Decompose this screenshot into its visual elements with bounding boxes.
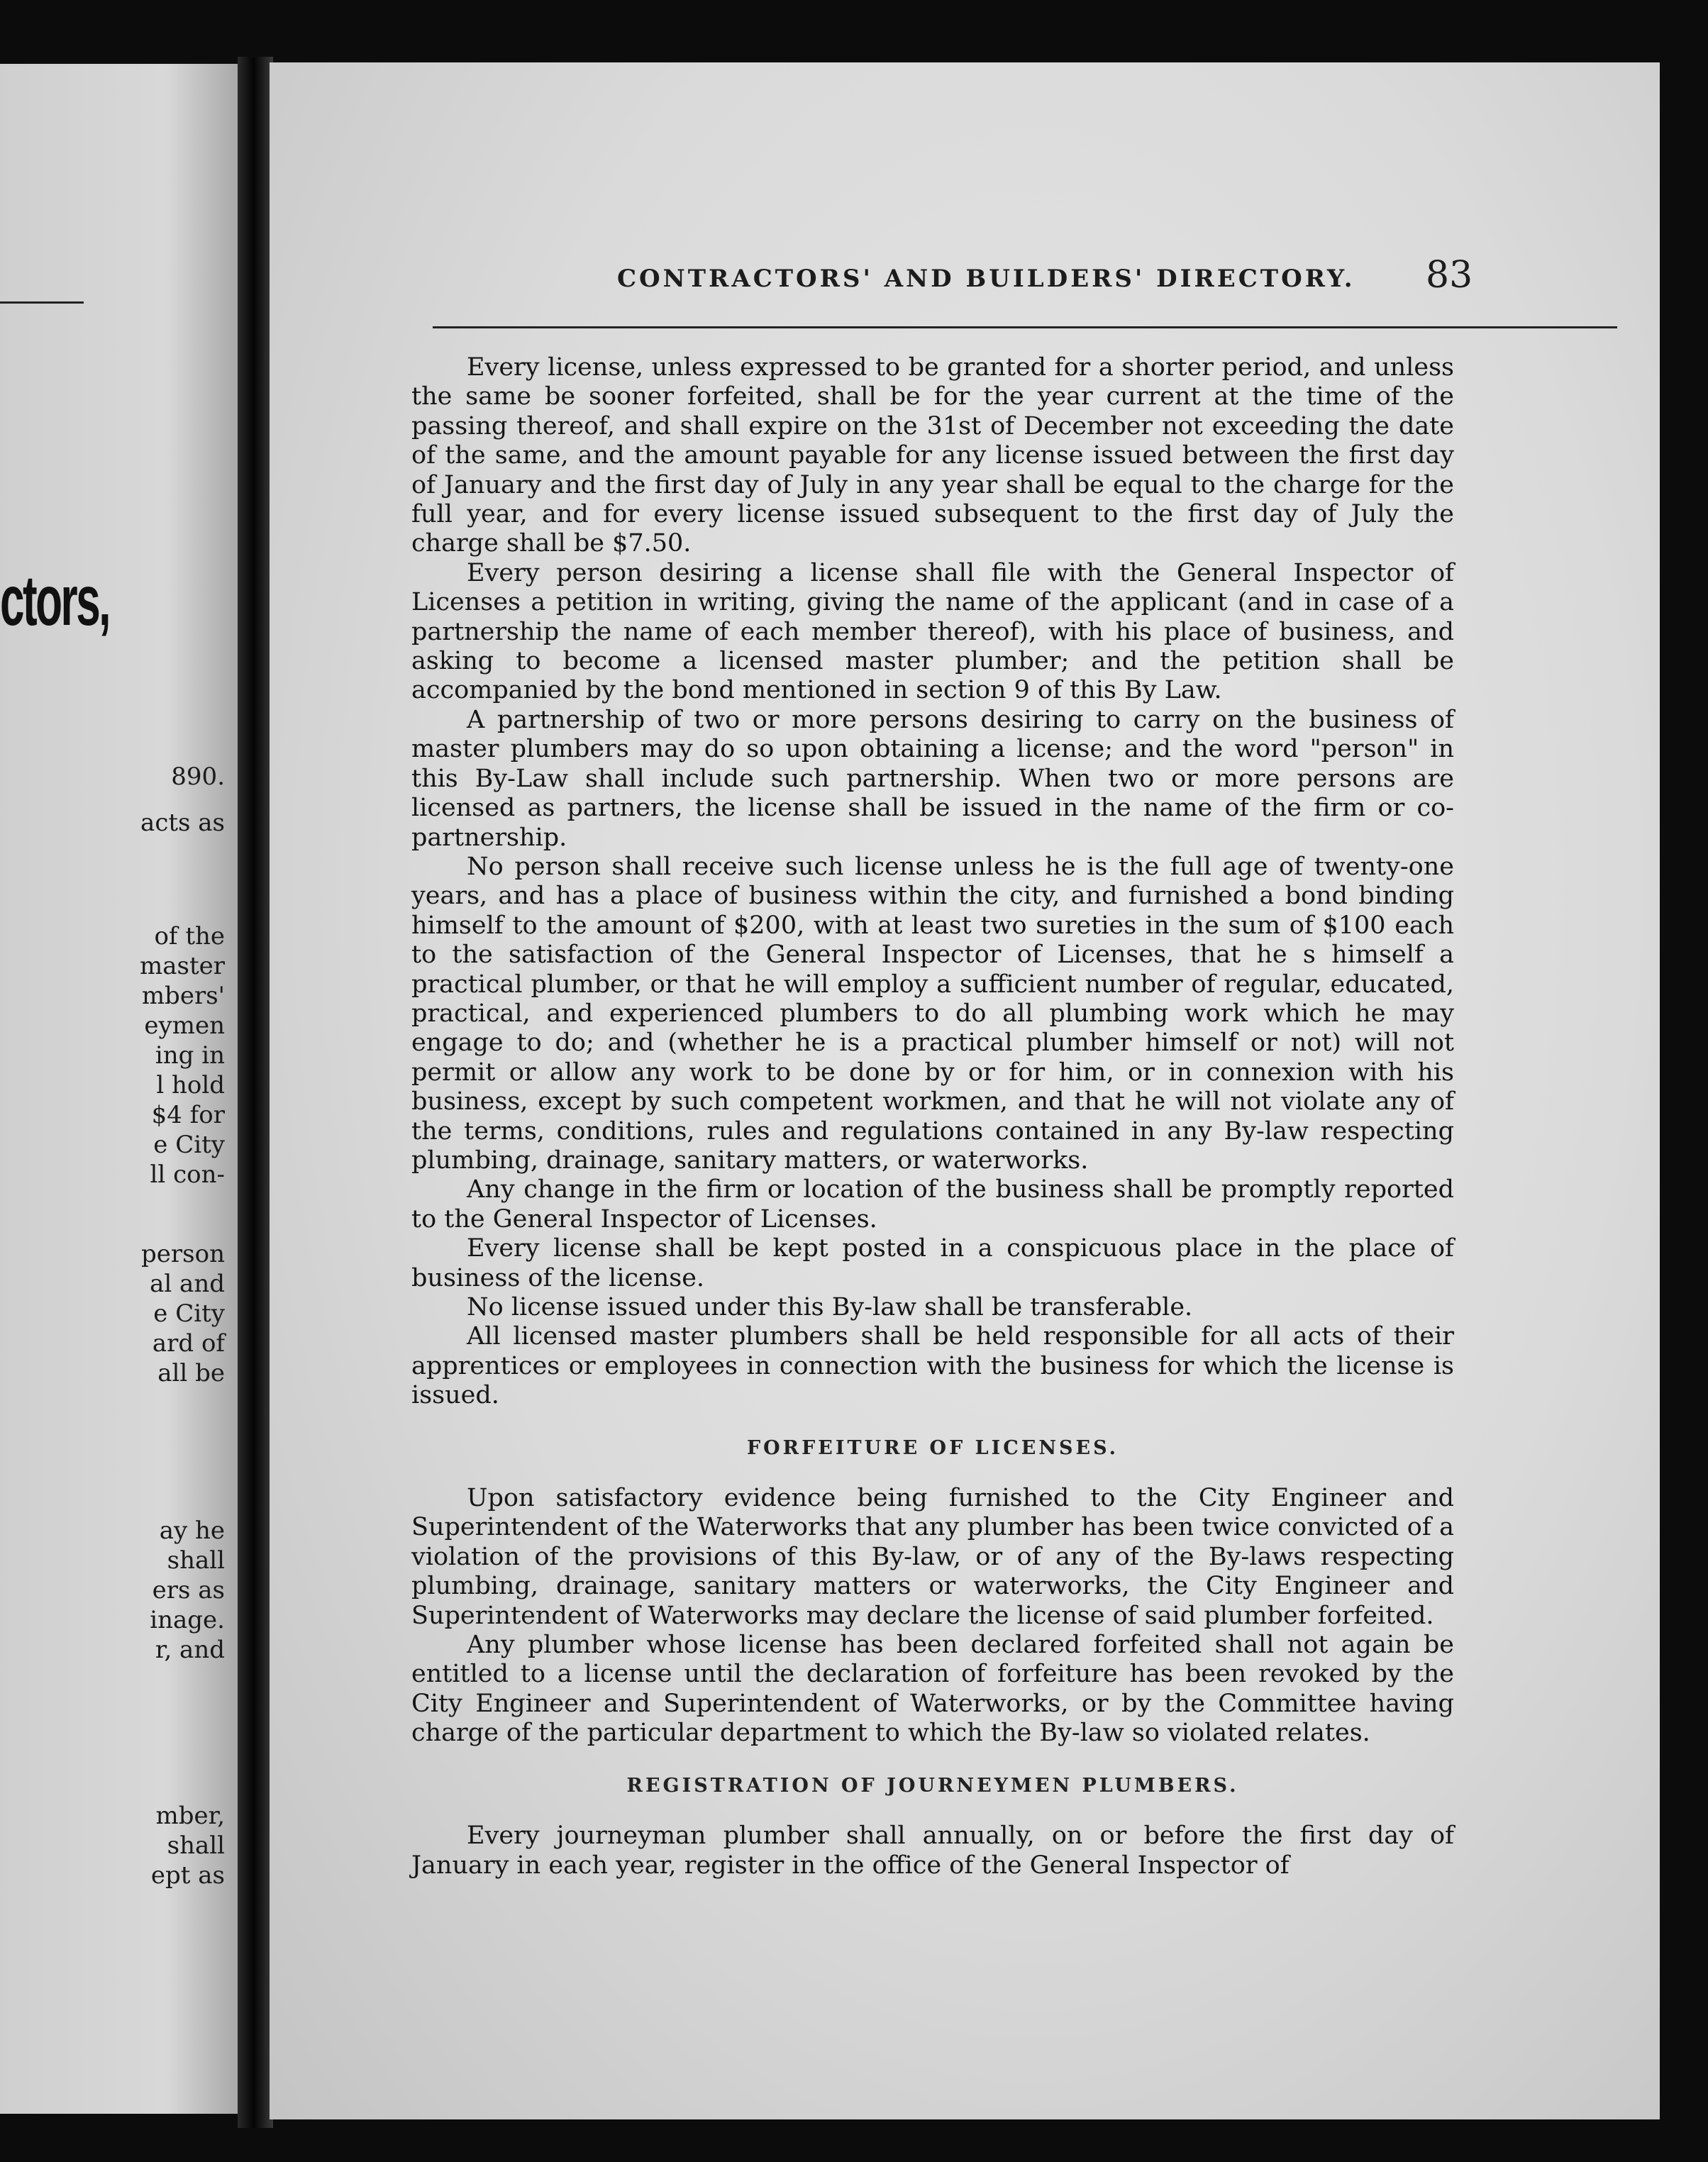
paragraph-change-reporting: Any change in the firm or location of the business shall be promptly reported to the General Inspector of Licenses.: [411, 1175, 1454, 1234]
running-head: CONTRACTORS' AND BUILDERS' DIRECTORY.: [617, 265, 1355, 293]
left-page-fragment: of the: [154, 922, 225, 950]
paragraph-eligibility: No person shall receive such license unless he is the full age of twenty-one years, and has a place of business within the city, and furnished a bond binding himself to the amount of $200, with at least two sureties in the sum of $100 each to the satisfaction of the General Inspector of Licenses, that he s himself a practical plumber, or that he will employ a sufficient number of regular, educated, practical, and experienced plumbers to do all plumbing work which he may engage to do; and (whether he is a practical plumber himself or not) will not permit or allow any work to be done by or for him, or in connexion with his business, except by such competent workmen, and that he will not violate any of the terms, conditions, rules and regulations contained in any By-law respecting plumbing, drainage, sanitary matters, or waterworks.: [411, 852, 1454, 1175]
left-page-fragment: shall: [167, 1546, 225, 1575]
left-page-fragment: $4 for: [151, 1101, 225, 1129]
paragraph-forfeiture-revocation: Any plumber whose license has been declared forfeited shall not again be entitled to a license until the declaration of forfeiture has been revoked by the City Engineer and Superintendent of Waterworks, or by the Committee having charge of the particular department to which the By-law so violated relates.: [411, 1631, 1454, 1748]
left-page-fragment: person: [141, 1240, 225, 1268]
paragraph-license-term: Every license, unless expressed to be granted for a shorter period, and unless the same be sooner forfeited, shall be for the year current at the time of the passing thereof, and shall expire on the 31st of December not exceeding the date of the same, and the amount payable for any license issued between the first day of January and the first day of July in any year shall be equal to the charge for the full year, and for every license issued subsequent to the first day of July the charge shall be $7.50.: [411, 353, 1454, 558]
left-page-heading-fragment: ctors,: [0, 561, 109, 641]
left-page-fragment: ll con-: [150, 1160, 225, 1189]
paragraph-registration: Every journeyman plumber shall annually, on or before the first day of January in each year, register in the office of the General Inspector of: [411, 1822, 1454, 1880]
left-page-fragment: l hold: [156, 1071, 225, 1099]
body-text: [411, 353, 1454, 1880]
left-page-fragment: ard of: [152, 1329, 225, 1358]
left-page-fragment: ept as: [150, 1861, 225, 1890]
section-heading-registration: REGISTRATION OF JOURNEYMEN PLUMBERS.: [626, 1774, 1239, 1797]
left-page-fragment: mber,: [155, 1802, 225, 1830]
page: [270, 62, 1660, 2119]
paragraph-responsibility: All licensed master plumbers shall be held responsible for all acts of their apprentices or employees in connection with the business for which the license is issued.: [411, 1322, 1454, 1410]
section-heading-forfeiture: FORFEITURE OF LICENSES.: [746, 1436, 1119, 1459]
left-page-fragment: master: [140, 952, 225, 980]
left-page-fragment: 890.: [171, 763, 225, 791]
left-page-fragment: ers as: [152, 1576, 225, 1604]
left-page-fragment: eymen: [144, 1011, 225, 1040]
left-page-fragment: inage.: [150, 1606, 225, 1634]
left-page-fragment: all be: [157, 1359, 225, 1387]
left-page-fragment: acts as: [140, 809, 225, 837]
left-page-rule: [0, 301, 84, 304]
left-page-fragment: mbers': [141, 982, 225, 1010]
left-page-fragment: e City: [153, 1131, 225, 1159]
paragraph-partnership: A partnership of two or more persons desiring to carry on the business of master plumbers may do so upon obtaining a license; and the word "person" in this By-Law shall include such partnership. When two or more persons are licensed as partners, the license shall be issued in the name of the firm or co-partnership.: [411, 705, 1454, 852]
left-page-fragment: ing in: [155, 1041, 225, 1070]
left-page-fragment: r, and: [155, 1636, 225, 1664]
left-page-fragment: shall: [167, 1831, 225, 1860]
book-gutter: [238, 57, 273, 2128]
paragraph-forfeiture-conditions: Upon satisfactory evidence being furnished to the City Engineer and Superintendent of the Waterworks that any plumber has been twice convicted of a violation of the provisions of this By-law, or of any of the By-laws respecting plumbing, drainage, sanitary matters or waterworks, the City Engineer and Superintendent of Waterworks may declare the license of said plumber forfeited.: [411, 1484, 1454, 1630]
page-number: 83: [1426, 254, 1473, 296]
paragraph-license-petition: Every person desiring a license shall file with the General Inspector of Licenses a petition in writing, giving the name of the applicant (and in case of a partnership the name of each member thereof), with his place of business, and asking to become a licensed master plumber; and the petition shall be accompanied by the bond mentioned in section 9 of this By Law.: [411, 558, 1454, 705]
header-rule: [433, 326, 1617, 328]
paragraph-posting: Every license shall be kept posted in a conspicuous place in the place of business of the license.: [411, 1234, 1454, 1292]
left-page-fragment: al and: [150, 1270, 225, 1298]
paragraph-transferable: No license issued under this By-law shall be transferable.: [467, 1293, 1193, 1321]
left-page-fragment: ay he: [159, 1517, 225, 1545]
previous-page: [0, 64, 238, 2114]
left-page-fragment: e City: [153, 1299, 225, 1328]
